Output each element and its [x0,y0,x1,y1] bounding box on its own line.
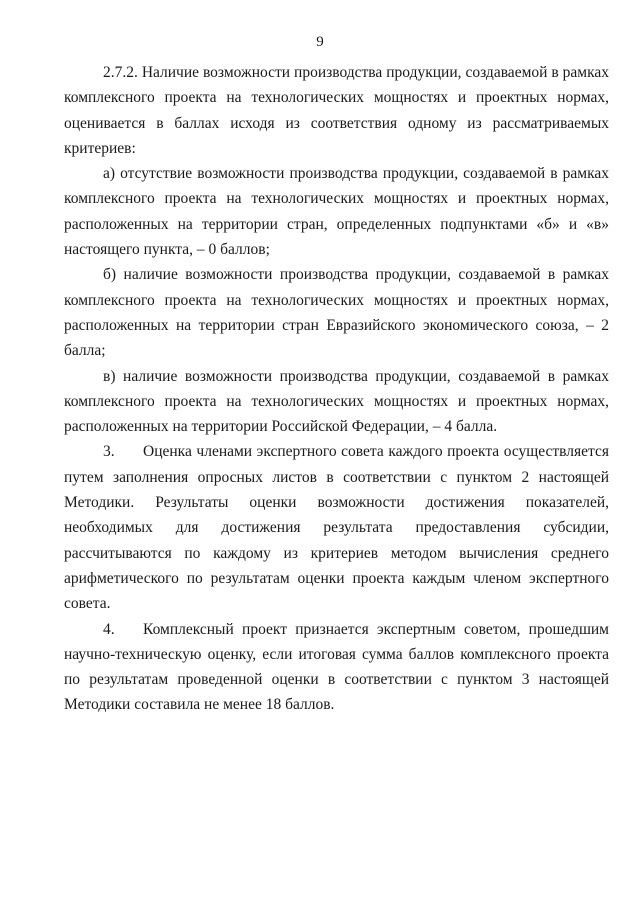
paragraph-3 [64,439,609,616]
paragraph-4-number: 4. [103,620,115,638]
document-body [64,60,609,718]
paragraph-3-text: Оценка членами экспертного совета каждого проекта осуществляется путем заполнения опросных листов в соответствии с пунктом 2 настоящей Методики. Результаты оценки возможности достижения показателей, необходимых для достижения результата предоставления субсидии, рассчитываются по каждому из критериев методом вычисления среднего арифметического по результатам оценки проекта каждым членом экспертного совета. [64,443,609,613]
paragraph-4 [64,617,609,718]
paragraph-4-text: Комплексный проект признается экспертным советом, прошедшим научно-техническую оценку, если итоговая сумма баллов комплексного проекта по результатам проведенной оценки в соответствии с пунктом 3 настоящей Методики составила не менее 18 баллов. [64,620,609,714]
paragraph-criterion-b: б) наличие возможности производства продукции, создаваемой в рамках комплексного проекта на технологических мощностях и проектных нормах, расположенных на территории стран Евразийского экономического союза, – 2 балла; [64,266,609,360]
paragraph-criterion-a: а) отсутствие возможности производства продукции, создаваемой в рамках комплексного проекта на технологических мощностях и проектных нормах, расположенных на территории стран, определенных подпунктами «б» и «в» настоящего пункта, – 0 баллов; [64,165,609,259]
page-number: 9 [316,34,324,50]
paragraph-3-number: 3. [103,443,115,461]
paragraph-2-7-2: 2.7.2. Наличие возможности производства продукции, создаваемой в рамках комплексного проекта на технологических мощностях и проектных нормах, оценивается в баллах исходя из соответствия одному из рассматриваемых критериев: [64,64,609,157]
paragraph-criterion-v: в) наличие возможности производства продукции, создаваемой в рамках комплексного проекта на технологических мощностях и проектных нормах, расположенных на территории Российской Федерации, – 4 балла. [64,367,609,436]
